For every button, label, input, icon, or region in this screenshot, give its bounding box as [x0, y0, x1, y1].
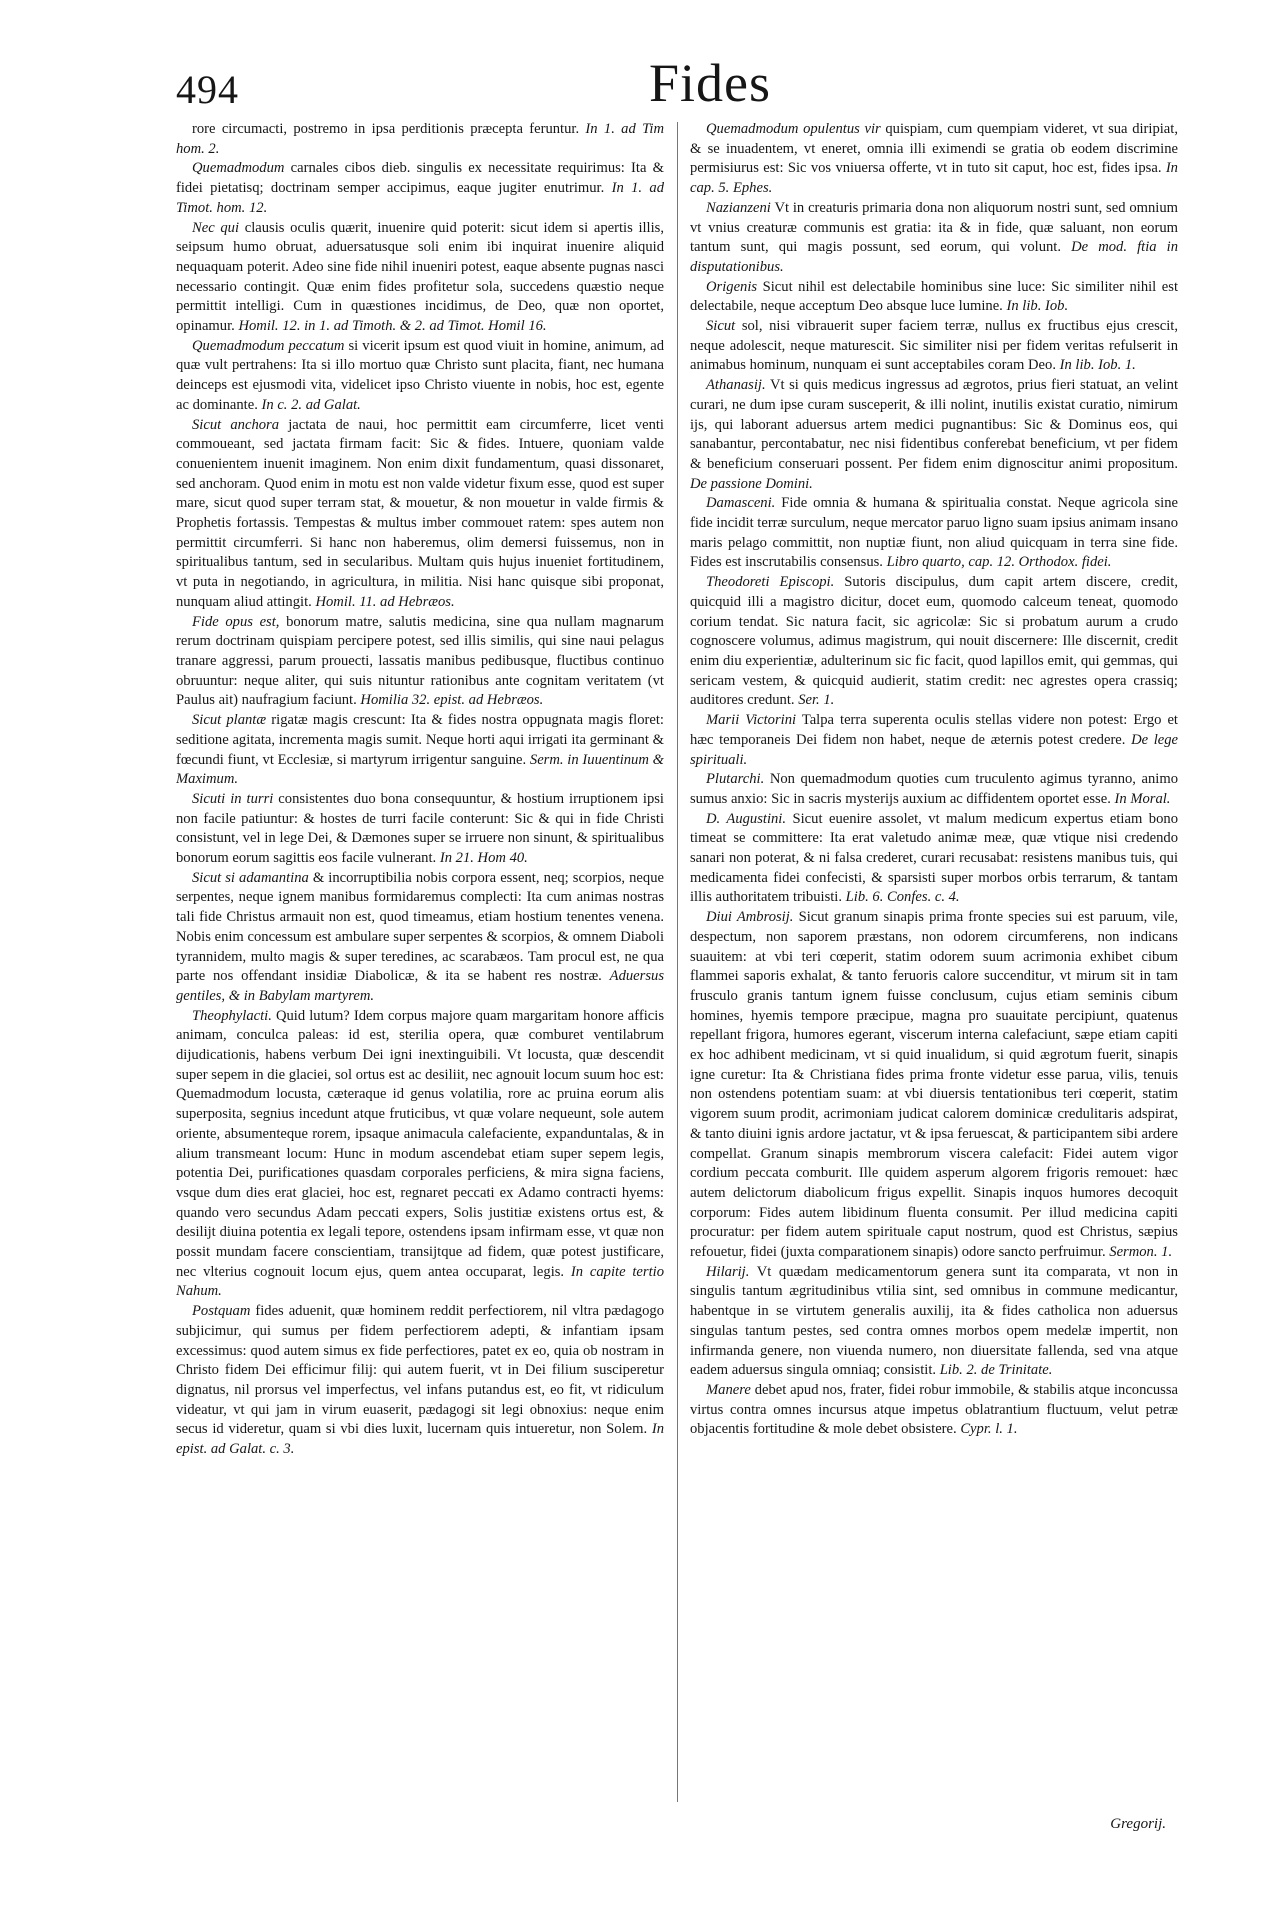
entry-text: Vt in creaturis primaria dona non aliquorum nostri sunt, sed omnium vt vnius creaturæ communis est gratia: ita & in fide, quæ saluant, non eorum tantum sunt, qui magis possunt, sed eorum, qui volunt.	[690, 199, 1178, 256]
entry-citation: In cap. 5. Ephes.	[690, 160, 1178, 197]
entry-paragraph	[690, 1381, 1178, 1440]
entry-lead: Nazianzeni	[706, 199, 771, 216]
entry-lead: Sicut anchora	[192, 416, 280, 433]
entry-citation: Homilia 32. epist. ad Hebræos.	[360, 692, 544, 709]
entry-citation: In 1. ad Tim hom. 2.	[176, 121, 664, 157]
entry-lead: Theophylacti.	[192, 1007, 272, 1024]
entry-text: & incorruptibilia nobis corpora essent, neq; scorpios, neque serpentes, neque ignem manibus formidaremus complecti: Ita cum animas nostras tali fide Christus armauit non est, quod timeamus, etiam hostium tenentes venena. Nobis enim concessum est ambulare super serpentes & scorpios, & omnem Diaboli tyrannidem, multo magis & super teredines, ac scarabæos. Tam procul est, ne qua parte nos offendant insidiæ Diabolicæ, & ita se habent res nostræ.	[176, 869, 664, 985]
entry-lead: Sicut si adamantina	[192, 869, 309, 886]
entry-lead: Damasceni.	[706, 495, 776, 512]
entry-text: Sutoris discipulus, dum capit artem discere, credit, quicquid illi a magistro dicitur, docet eum, quomodo calceum teneat, quomodo corium tendat. Sic natura facit, sic agricolæ: Sic si probatum aurum a crudo cognoscere volumus, adimus magistrum, qui nouit discernere: Ille discernit, credit enim diu experientiæ, adulterinum sic fic facit, quod lapillos emit, qui gemmas, qui sericam vestem, & quicquid audierit, statim credit: nec agrestes opera crassiq; auditores credunt.	[690, 574, 1178, 709]
entry-text: sol, nisi vibrauerit super faciem terræ, nullus ex fructibus ejus crescit, neque adolescit, neque maturescit. Sic similiter nisi per fidem veritas refulserit in animabus hominum, nunquam ei sunt acceptabiles coram Deo.	[690, 318, 1178, 374]
entry-citation: In 21. Hom 40.	[439, 850, 528, 867]
page-number: 494	[176, 67, 239, 112]
entry-citation: De mod. ftia in disputationibus.	[690, 239, 1178, 275]
entry-paragraph	[176, 869, 664, 1007]
entry-paragraph	[176, 613, 664, 712]
entry-text: consistentes duo bona consequuntur, & hostium irruptionem ipsi non facile patiuntur: & hostes de turri facile conterunt: Sic & qui in fide Christi consistunt, vel in lege Dei, & Dæmones super se irruere non sinunt, & spiritualibus bonorum eorum sagittis eos facile vulnerant.	[176, 790, 664, 867]
entry-citation: In c. 2. ad Galat.	[261, 396, 361, 413]
entry-paragraph	[690, 770, 1178, 809]
entry-paragraph	[176, 1302, 664, 1460]
right-column	[690, 120, 1178, 1800]
entry-lead: Hilarij.	[706, 1263, 750, 1280]
entry-text: rore circumacti, postremo in ipsa perditionis præcepta feruntur.	[192, 121, 580, 137]
entry-paragraph	[690, 711, 1178, 770]
entry-lead: Postquam	[192, 1303, 251, 1320]
entry-lead: Marii Victorini	[706, 712, 797, 729]
entry-text: Sicut euenire assolet, vt malum medicum expertus etiam bono timeat se committere: Ita erat valetudo animæ meæ, quæ vtique nisi credendo sanari non poterat, & ni falsa crederet, curari recusabat: resistens manibus tuis, qui medicamenta fidei confecisti, & sparsisti super morbos orbis terrarum, & tantam illis authoritatem tribuisti.	[690, 810, 1178, 906]
entry-citation: In lib. Iob.	[1006, 298, 1069, 315]
entry-citation: In Moral.	[1114, 790, 1171, 807]
entry-paragraph	[176, 219, 664, 337]
entry-lead: Manere	[706, 1382, 751, 1398]
entry-citation: Cypr. l. 1.	[960, 1421, 1018, 1438]
entry-lead: Nec qui	[192, 219, 240, 236]
entry-paragraph	[176, 790, 664, 869]
entry-paragraph	[176, 337, 664, 416]
entry-paragraph	[176, 120, 664, 159]
running-head: Fides	[648, 53, 772, 113]
entry-lead: Diui Ambrosij.	[706, 909, 794, 926]
entry-text: Vt quædam medicamentorum genera sunt ita comparata, vt non in singulis tantum ægritudinibus vtilia sint, sed omnibus in commune medicantur, habentque in se virtutem generalis auxilij, ita & fides catholica non aduersus singulas tantum pestes, sed contra omnes morbos opem medelæ impertit, non infirmanda genere, non viuenda numero, non diuersitate fallenda, sed vna atque eadem aduersus singula omniaq; consistit.	[690, 1263, 1178, 1379]
entry-citation: In lib. Iob. 1.	[1059, 357, 1136, 374]
entry-citation: Aduersus gentiles, & in Babylam martyrem.	[176, 968, 664, 1004]
entry-text: rigatæ magis crescunt: Ita & fides nostra oppugnata magis floret: seditione agitata, incrementa magis sumit. Neque horti aqui irrigati ita germinant & fœcundi fiunt, vt Ecclesiæ, si martyrum irrigentur sanguine.	[176, 712, 664, 768]
left-column	[176, 120, 664, 1800]
entry-text: Non quemadmodum quoties cum truculento agimus tyranno, animo sumus anxio: Sic in sacris mysterijs auxium ac diffidentem oportet esse.	[690, 771, 1178, 807]
entry-paragraph	[690, 810, 1178, 909]
entry-text: si vicerit ipsum est quod viuit in homine, animum, ad quæ vult pertrahens: Ita si illo mortuo quæ Christo sunt placita, fiant, nec humana deinceps est ejusmodi vita, videlicet ipso Christo viuente in nobis, hoc est, egente ac dominante.	[176, 337, 664, 413]
entry-text: quispiam, cum quempiam videret, vt sua diripiat, & se inuadentem, vt eneret, omnia illi eximendi se gratia ob eodem discrimine permisiurus est: Sic vos vniuersa offerte, vt in tuto sit caput, hoc est, fides ipsa.	[690, 121, 1178, 177]
entry-text: Vt si quis medicus ingressus ad ægrotos, prius fieri statuat, an velint curari, ne dum ipse curam susceperit, & illi nolint, inutilis existat curatio, nimirum ijs, qui laborant aduersus artem medici pugnantibus: Sic & Dominus eos, qui sanabantur, percontabatur, nec nisi fidentibus conferebat beneficium, vt per fidem & beneficium conseruari possent. Per fidem enim dignoscitur animi propositum.	[690, 377, 1178, 472]
entry-text: Sicut nihil est delectabile hominibus sine luce: Sic similiter nihil est delectabile, neque acceptum Deo absque luce lumine.	[690, 278, 1178, 315]
entry-paragraph	[690, 908, 1178, 1263]
entry-paragraph	[690, 278, 1178, 317]
catchword: Gregorij.	[1110, 1816, 1166, 1832]
entry-paragraph	[690, 120, 1178, 199]
entry-text: jactata de naui, hoc permittit eam circumferre, licet venti commoueant, sed jactata firmam facit: Sic & fides. Intuere, quoniam valde conuenientem inuenit imaginem. Non enim dixit fundamentum, quasi dissonaret, sed anchoram. Quod enim in motu est non valde videtur fixum esse, quod est super mare, sicut quod super terram stat, & mouetur, & non mouetur in valde firmis & Prophetis fortassis. Tempestas & multus imber commouet ratem: spes autem non permittit circumferri. Si hanc non haberemus, olim demersi fuissemus, non in spiritualibus tantum, sed in secularibus. Multam quis hujus inueniet fortitudinem, vt puta in negotiando, in agricultura, in militia. Nisi hanc quisque sibi proponat, nunquam aliud attingit.	[176, 416, 664, 610]
entry-citation: Lib. 6. Confes. c. 4.	[845, 889, 960, 906]
entry-lead: D. Augustini.	[706, 810, 787, 827]
entry-citation: In capite tertio Nahum.	[176, 1263, 664, 1300]
entry-text: carnales cibos dieb. singulis ex necessitate requirimus: Ita & fidei pietatisq; doctrinam semper accipimus, eaque jugiter enutrimur.	[176, 160, 664, 197]
entry-citation: De passione Domini.	[690, 475, 813, 492]
entry-citation: In epist. ad Galat. c. 3.	[176, 1421, 664, 1458]
entry-lead: Athanasij.	[706, 377, 766, 394]
entry-citation: Homil. 11. ad Hebræos.	[315, 593, 455, 610]
entry-text: clausis oculis quærit, inuenire quid poterit: sicut idem si apertis illis, seipsum humo obruat, aduersatusque soli enim ibi inquirat inuenire aliquid nequaquam poterit. Adeo sine fide nihil inueniri potest, eaque absente pugnas nasci necessario contingit. Quæ enim fides profitetur sola, succedens quæstio neque permittit intelligi. Cum in quæstiones incidimus, de Deo, quæ non oportet, opinamur.	[176, 219, 664, 335]
entry-lead: Fide opus est,	[192, 613, 280, 630]
entry-paragraph	[176, 159, 664, 218]
entry-paragraph	[690, 1263, 1178, 1381]
entry-citation: Ser. 1.	[798, 692, 835, 709]
entry-paragraph	[690, 494, 1178, 573]
entry-lead: Quemadmodum	[192, 160, 285, 177]
entry-lead: Quemadmodum peccatum	[192, 337, 345, 354]
entry-lead: Quemadmodum opulentus vir	[706, 121, 881, 137]
entry-lead: Sicuti in turri	[192, 790, 274, 807]
entry-paragraph	[690, 376, 1178, 494]
entry-text: Quid lutum? Idem corpus majore quam margaritam honore afficis animam, conculca paleas: id est, sterilia opera, quæ comburet ventilabrum dijudicationis, habens verbum Dei igni inextinguibili. Vt locusta, quæ descendit super sepem in die glaciei, sol ortus est ac desiliit, nec agnouit locum suum hoc est: Quemadmodum locusta, cæteraque id genus volatilia, rore ac pruina eorum alis superposita, segnius incedunt atque fruticibus, vt quæ volare nequeunt, sole autem oriente, absumenteque rorem, ipsaque animacula calefaciente, expanduntalas, & in alium transmeant locum: Hunc in modum ascendebat etiam super sepem legis, potentia Dei, purificationes quasdam corporales perficiens, & mira signa faciens, vsque dum dies erat glaciei, hoc est, regnaret peccati ex Adamo contracti hyems: quando vero secundus Adam peccati expers, Solis justitiæ existens ortus est, & desilijt diuina potentia ex legali tepore, ostendens ipsam infirmam esse, vt quæ non possit mundam facere conscientiam, transijtque ad fidem, quæ potest justificare, nec vlterius cognouit locum ejus, quem antea occuparat, legis.	[176, 1007, 664, 1280]
entry-citation: De lege spirituali.	[690, 731, 1178, 768]
entry-lead: Origenis	[706, 278, 758, 295]
entry-citation: In 1. ad Timot. hom. 12.	[176, 180, 664, 216]
entry-citation: Serm. in Iuuentinum & Maximum.	[176, 751, 664, 788]
entry-citation: Libro quarto, cap. 12. Orthodox. fidei.	[886, 554, 1112, 571]
entry-paragraph	[176, 1007, 664, 1303]
entry-paragraph	[690, 199, 1178, 278]
entry-lead: Sicut plantæ	[192, 712, 267, 729]
entry-lead: Sicut	[706, 318, 736, 335]
entry-lead: Theodoreti Episcopi.	[706, 574, 835, 591]
entry-text: Sicut granum sinapis prima fronte species sui est paruum, vile, despectum, non saporem præstans, non odorem circumferens, non indicans suauitem: at vbi teri cœperit, statim odorem suum acrimonia exhibet cibum flammei saporis exhalat, & tanto feruoris calore succenditur, vt mirum sit in tam frusculo granis tantum ignem fuisse conclusum, cujus etiam seminis cibum homines, hyemis tempore præcipue, magna pro suauitate percipiunt, quatenus repellant frigora, humores egerant, viscerum interna calefaciunt, sæpe etiam capiti ex hoc adhibent medicinam, vt si quid inualidum, si quid ægrotum fuerit, sinapis igne curetur: Ita & Christiana fides prima fronte videtur esse parua, vilis, tenuis non ostendens potentiam suam: at vbi diuersis tentationibus teri cœperit, statim vigorem suum prodit, acrimoniam judicat calorem dominicæ credulitaris adspirat, & tanto diuini ignis ardore jactatur, vt & ipsa feruescat, & participantem sibi ardere compellat. Granum sinapis membrorum viscera calefacit: Fidei autem vigor cordium peccata comburit. Ille quidem asperum algorem frigoris remouet: hæc autem delictorum diabolicum frigus expellit. Sinapis inquos humores decoquit corporum: Fides autem libidinum fluenta consumit. Per illud medicina capiti procuratur: per fidem autem spirituale caput nostrum, quod est Christus, sæpius refouetur, fidei (juxta comparationem sinapis) odore sancto perfruimur.	[690, 909, 1178, 1261]
entry-citation: Lib. 2. de Trinitate.	[939, 1362, 1053, 1379]
entry-paragraph	[176, 416, 664, 613]
entry-text: Fide omnia & humana & spiritualia constat. Neque agricola sine fide incidit terræ surculum, neque mercator paruo ligno suam ipsius animam insano maris pelago committit, non nuptiæ fiunt, non aliud quicquam in terra sine fide. Fides est inscrutabilis consensus.	[690, 495, 1178, 571]
entry-paragraph	[690, 317, 1178, 376]
entry-text: bonorum matre, salutis medicina, sine qua nullam magnarum rerum doctrinam quispiam percipere potest, sed illis similis, qui sine naui pelagus tranare aggressi, parum prouecti, lassatis manibus pedibusque, fluctibus continuo obruuntur: neque aliter, qui suis nituntur rationibus ante cognitam veritatem (vt Paulus ait) naufragium faciunt.	[176, 613, 664, 709]
entry-citation: Homil. 12. in 1. ad Timoth. & 2. ad Timot. Homil 16.	[238, 318, 547, 335]
entry-text: Talpa terra superenta oculis stellas videre non potest: Ergo et hæc temporaneis Dei fidem non habet, neque de æternis potest credere.	[690, 712, 1178, 748]
entry-lead: Plutarchi.	[706, 771, 765, 788]
entry-text: debet apud nos, frater, fidei robur immobile, & stabilis atque inconcussa virtus contra omnes incursus atque impetus oblatrantium fluctuum, velut petræ objacentis fortitudine & mole debet obsistere.	[690, 1382, 1178, 1438]
column-rule	[677, 122, 678, 1802]
entry-paragraph	[176, 711, 664, 790]
entry-text: fides aduenit, quæ hominem reddit perfectiorem, nil vltra pædagogo subjicimur, qui sumus per fidem perfectiorem adepti, & infantiam ipsam excessimus: quod autem simus ex fide perfectiores, patet ex eo, quia ob nostram in Christo fidem Dei efficimur filij: qui autem fuerit, vt in Dei filium susciperetur dignatus, nil prorsus vel imperfectus, vel infans putandus est, eo fit, vt ridiculum videatur, vt qui jam in virum euaserit, pædagogi sit legi obnoxius: neque enim secus id videretur, quam si vbi dies luxit, lucernam quis intueretur, non Solem.	[176, 1303, 664, 1438]
entry-paragraph	[690, 573, 1178, 711]
entry-citation: Sermon. 1.	[1109, 1244, 1173, 1261]
